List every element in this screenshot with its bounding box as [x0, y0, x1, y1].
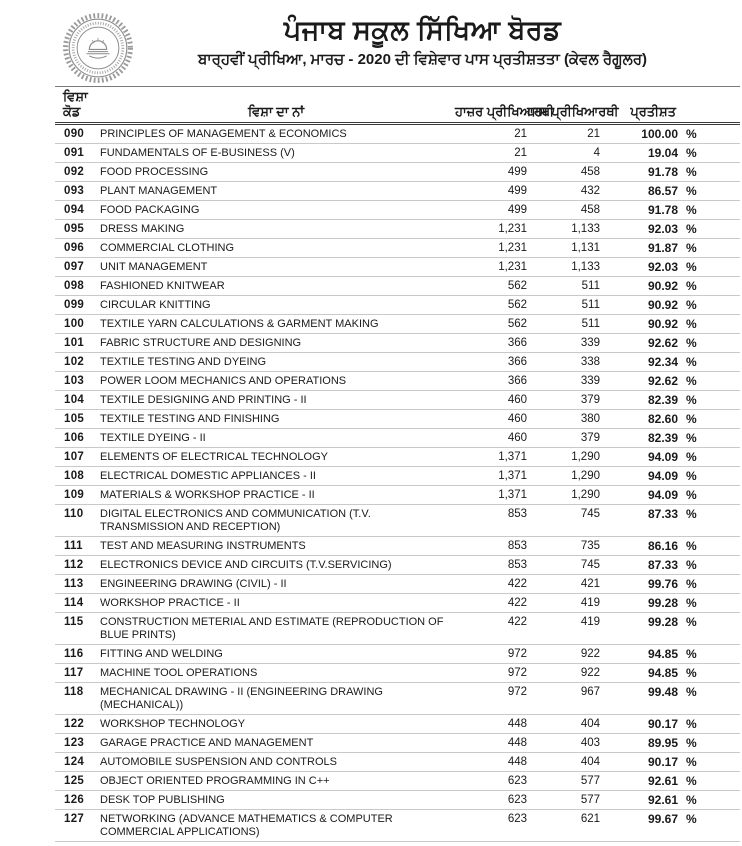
appeared-count-cell: 623 — [507, 775, 527, 787]
passed-count-cell: 1,133 — [571, 223, 600, 235]
subject-name-cell: FOOD PACKAGING — [100, 204, 200, 216]
pass-percentage-cell: 92.03 — [647, 222, 678, 236]
percent-sign: % — [686, 260, 697, 274]
appeared-count-cell: 21 — [514, 128, 527, 140]
subject-name-cell: ENGINEERING DRAWING (CIVIL) - II — [100, 578, 287, 590]
pass-percentage-cell: 92.61 — [647, 774, 678, 788]
appeared-count-cell: 623 — [507, 794, 527, 806]
passed-count-cell: 1,131 — [571, 242, 600, 254]
subject-code-cell: 127 — [64, 813, 85, 825]
subject-name-cell: PRINCIPLES OF MANAGEMENT & ECONOMICS — [100, 128, 347, 140]
percent-sign: % — [686, 355, 697, 369]
pass-percentage-cell: 86.16 — [647, 539, 678, 553]
subject-name-cell: WORKSHOP TECHNOLOGY — [100, 718, 246, 730]
subject-name-cell: FOOD PROCESSING — [100, 166, 209, 178]
col-header-subject-code: ਵਿਸ਼ਾ ਕੋਡ — [63, 89, 88, 119]
percent-sign: % — [686, 184, 697, 198]
pass-percentage-cell: 94.09 — [647, 488, 678, 502]
subject-name-cell: FASHIONED KNITWEAR — [100, 280, 225, 292]
subject-name-cell: TEST AND MEASURING INSTRUMENTS — [100, 540, 306, 552]
percent-sign: % — [686, 755, 697, 769]
passed-count-cell: 338 — [580, 356, 600, 368]
percent-sign: % — [686, 685, 697, 699]
appeared-count-cell: 422 — [507, 597, 527, 609]
pass-percentage-cell: 82.60 — [647, 412, 678, 426]
subject-name-cell: CIRCULAR KNITTING — [100, 299, 211, 311]
subject-name-cell: TEXTILE TESTING AND FINISHING — [100, 413, 280, 425]
subject-code-cell: 101 — [64, 337, 85, 349]
pass-percentage-cell: 94.09 — [647, 469, 678, 483]
appeared-count-cell: 499 — [507, 166, 527, 178]
passed-count-cell: 404 — [580, 718, 600, 730]
passed-count-cell: 735 — [580, 540, 600, 552]
table-row — [55, 594, 740, 613]
percent-sign: % — [686, 374, 697, 388]
subject-code-cell: 113 — [64, 578, 84, 590]
table-row — [55, 448, 740, 467]
subject-name-cell: MECHANICAL DRAWING - II (ENGINEERING DRAWING (MECHANICAL)) — [100, 686, 383, 711]
subject-name-cell: UNIT MANAGEMENT — [100, 261, 208, 273]
page-header — [55, 0, 740, 86]
table-row — [55, 772, 740, 791]
pass-percentage-cell: 87.33 — [647, 558, 678, 572]
passed-count-cell: 380 — [580, 413, 600, 425]
passed-count-cell: 511 — [581, 299, 600, 311]
subject-name-cell: COMMERCIAL CLOTHING — [100, 242, 235, 254]
passed-count-cell: 339 — [580, 375, 600, 387]
subject-code-cell: 096 — [64, 242, 85, 254]
passed-count-cell: 577 — [580, 775, 600, 787]
appeared-count-cell: 499 — [507, 185, 527, 197]
passed-count-cell: 379 — [580, 394, 600, 406]
table-row — [55, 372, 740, 391]
table-row — [55, 220, 740, 239]
table-row — [55, 353, 740, 372]
passed-count-cell: 419 — [580, 597, 600, 609]
pass-percentage-cell: 90.92 — [647, 279, 678, 293]
subject-name-cell: GARAGE PRACTICE AND MANAGEMENT — [100, 737, 314, 749]
table-row — [55, 296, 740, 315]
pass-percentage-cell: 99.76 — [647, 577, 678, 591]
col-header-appeared: ਹਾਜ਼ਰ ਪ੍ਰੀਖਿਆਰਥੀ — [455, 104, 554, 119]
pass-percentage-cell: 90.17 — [647, 717, 678, 731]
appeared-count-cell: 366 — [507, 375, 527, 387]
subject-name-cell: TEXTILE YARN CALCULATIONS & GARMENT MAKING — [100, 318, 379, 330]
table-row — [55, 664, 740, 683]
pass-percentage-cell: 92.61 — [647, 793, 678, 807]
table-row — [55, 315, 740, 334]
percent-sign: % — [686, 558, 697, 572]
subject-code-cell: 109 — [64, 489, 85, 501]
subject-code-cell: 094 — [64, 204, 85, 216]
subject-name-cell: PLANT MANAGEMENT — [100, 185, 218, 197]
subject-name-cell: TEXTILE DESIGNING AND PRINTING - II — [100, 394, 307, 406]
pass-percentage-cell: 90.92 — [647, 298, 678, 312]
percent-sign: % — [686, 812, 697, 826]
passed-count-cell: 1,290 — [571, 451, 600, 463]
table-row — [55, 715, 740, 734]
percent-sign: % — [686, 666, 697, 680]
appeared-count-cell: 1,231 — [498, 242, 527, 254]
pass-percentage-cell: 87.33 — [647, 507, 678, 521]
pass-percentage-cell: 82.39 — [647, 431, 678, 445]
subject-code-cell: 116 — [64, 648, 84, 660]
subject-code-cell: 099 — [64, 299, 85, 311]
passed-count-cell: 511 — [581, 318, 600, 330]
appeared-count-cell: 422 — [507, 616, 527, 628]
appeared-count-cell: 853 — [507, 540, 527, 552]
subject-name-cell: DRESS MAKING — [100, 223, 185, 235]
passed-count-cell: 1,133 — [571, 261, 600, 273]
passed-count-cell: 421 — [580, 578, 600, 590]
subject-name-cell: MACHINE TOOL OPERATIONS — [100, 667, 258, 679]
subject-name-cell: MATERIALS & WORKSHOP PRACTICE - II — [100, 489, 315, 501]
subject-code-cell: 098 — [64, 280, 85, 292]
percent-sign: % — [686, 393, 697, 407]
pass-percentage-cell: 86.57 — [647, 184, 678, 198]
subject-code-cell: 091 — [64, 147, 85, 159]
subject-code-cell: 111 — [64, 540, 83, 552]
subject-name-cell: OBJECT ORIENTED PROGRAMMING IN C++ — [100, 775, 330, 787]
percent-sign: % — [686, 596, 697, 610]
pass-percentage-cell: 94.85 — [647, 647, 678, 661]
percent-sign: % — [686, 298, 697, 312]
subject-name-cell: ELECTRICAL DOMESTIC APPLIANCES - II — [100, 470, 316, 482]
subject-code-cell: 090 — [64, 128, 85, 140]
table-row — [55, 201, 740, 220]
col-header-percentage: ਪ੍ਰਤੀਸ਼ਤ — [630, 104, 676, 119]
col-header-passed: ਪਾਸ ਪ੍ਰੀਖਿਆਰਥੀ — [527, 104, 619, 119]
subject-name-cell: ELEMENTS OF ELECTRICAL TECHNOLOGY — [100, 451, 328, 463]
table-row — [55, 391, 740, 410]
passed-count-cell: 1,290 — [571, 489, 600, 501]
percent-sign: % — [686, 127, 697, 141]
subject-code-cell: 102 — [64, 356, 85, 368]
subject-code-cell: 110 — [64, 508, 84, 520]
subject-code-cell: 100 — [64, 318, 85, 330]
pseb-seal-icon — [62, 12, 134, 84]
appeared-count-cell: 499 — [507, 204, 527, 216]
appeared-count-cell: 562 — [507, 318, 527, 330]
table-row — [55, 810, 740, 842]
percent-sign: % — [686, 431, 697, 445]
table-row — [55, 239, 740, 258]
subject-code-cell: 112 — [64, 559, 84, 571]
table-row — [55, 734, 740, 753]
subject-code-cell: 092 — [64, 166, 85, 178]
table-row — [55, 410, 740, 429]
percent-sign: % — [686, 241, 697, 255]
subject-code-cell: 124 — [64, 756, 85, 768]
appeared-count-cell: 1,231 — [498, 261, 527, 273]
percent-sign: % — [686, 317, 697, 331]
table-header-row — [55, 86, 740, 125]
passed-count-cell: 511 — [581, 280, 600, 292]
table-row — [55, 537, 740, 556]
table-row — [55, 486, 740, 505]
percent-sign: % — [686, 577, 697, 591]
table-row — [55, 753, 740, 772]
percent-sign: % — [686, 488, 697, 502]
passed-count-cell: 745 — [580, 559, 600, 571]
passed-count-cell: 339 — [580, 337, 600, 349]
appeared-count-cell: 1,371 — [498, 489, 527, 501]
results-table — [55, 86, 740, 842]
passed-count-cell: 922 — [580, 648, 600, 660]
pass-percentage-cell: 90.92 — [647, 317, 678, 331]
pass-percentage-cell: 91.87 — [647, 241, 678, 255]
subject-code-cell: 105 — [64, 413, 85, 425]
subject-name-cell: FABRIC STRUCTURE AND DESIGNING — [100, 337, 302, 349]
subject-code-cell: 097 — [64, 261, 85, 273]
subject-code-cell: 103 — [64, 375, 85, 387]
percent-sign: % — [686, 412, 697, 426]
passed-count-cell: 419 — [580, 616, 600, 628]
appeared-count-cell: 562 — [507, 299, 527, 311]
passed-count-cell: 621 — [580, 813, 600, 825]
percent-sign: % — [686, 717, 697, 731]
appeared-count-cell: 460 — [507, 432, 527, 444]
table-row — [55, 182, 740, 201]
percent-sign: % — [686, 736, 697, 750]
table-row — [55, 277, 740, 296]
table-row — [55, 575, 740, 594]
subject-name-cell: DIGITAL ELECTRONICS AND COMMUNICATION (T.V. TRANSMISSION AND RECEPTION) — [100, 508, 371, 533]
table-body — [55, 125, 740, 842]
pass-percentage-cell: 92.03 — [647, 260, 678, 274]
pass-percentage-cell: 99.67 — [647, 812, 678, 826]
table-row — [55, 556, 740, 575]
table-row — [55, 125, 740, 144]
appeared-count-cell: 623 — [507, 813, 527, 825]
subject-name-cell: TEXTILE TESTING AND DYEING — [100, 356, 267, 368]
subject-name-cell: ELECTRONICS DEVICE AND CIRCUITS (T.V.SERVICING) — [100, 559, 392, 571]
percent-sign: % — [686, 165, 697, 179]
subject-name-cell: CONSTRUCTION METERIAL AND ESTIMATE (REPRODUCTION OF BLUE PRINTS) — [100, 616, 444, 641]
appeared-count-cell: 422 — [507, 578, 527, 590]
pass-percentage-cell: 91.78 — [647, 165, 678, 179]
table-row — [55, 613, 740, 645]
passed-count-cell: 458 — [580, 204, 600, 216]
pass-percentage-cell: 82.39 — [647, 393, 678, 407]
appeared-count-cell: 448 — [507, 737, 527, 749]
percent-sign: % — [686, 469, 697, 483]
appeared-count-cell: 21 — [514, 147, 527, 159]
percent-sign: % — [686, 615, 697, 629]
page-subtitle: ਬਾਰ੍ਹਵੀਂ ਪ੍ਰੀਖਿਆ, ਮਾਰਚ - 2020 ਦੀ ਵਿਸ਼ੇਵਾਰ ਪਾਸ ਪ੍ਰਤੀਸ਼ਤਤਾ (ਕੇਵਲ ਰੈਗੂਲਰ) — [197, 51, 648, 68]
pass-percentage-cell: 94.85 — [647, 666, 678, 680]
pass-percentage-cell: 92.34 — [647, 355, 678, 369]
percent-sign: % — [686, 774, 697, 788]
percent-sign: % — [686, 222, 697, 236]
subject-name-cell: AUTOMOBILE SUSPENSION AND CONTROLS — [100, 756, 337, 768]
percent-sign: % — [686, 647, 697, 661]
subject-name-cell: FITTING AND WELDING — [100, 648, 223, 660]
table-row — [55, 467, 740, 486]
appeared-count-cell: 562 — [507, 280, 527, 292]
passed-count-cell: 1,290 — [571, 470, 600, 482]
subject-code-cell: 115 — [64, 616, 84, 628]
passed-count-cell: 379 — [580, 432, 600, 444]
subject-code-cell: 117 — [64, 667, 84, 679]
appeared-count-cell: 460 — [507, 413, 527, 425]
passed-count-cell: 403 — [580, 737, 600, 749]
title-block — [55, 0, 740, 69]
passed-count-cell: 4 — [593, 147, 600, 159]
passed-count-cell: 922 — [580, 667, 600, 679]
table-row — [55, 144, 740, 163]
pass-percentage-cell: 99.28 — [647, 615, 678, 629]
pass-percentage-cell: 19.04 — [647, 146, 678, 160]
table-row — [55, 429, 740, 448]
pass-percentage-cell: 89.95 — [647, 736, 678, 750]
percent-sign: % — [686, 793, 697, 807]
percent-sign: % — [686, 146, 697, 160]
subject-code-cell: 123 — [64, 737, 85, 749]
appeared-count-cell: 1,371 — [498, 451, 527, 463]
passed-count-cell: 745 — [580, 508, 600, 520]
table-row — [55, 645, 740, 664]
appeared-count-cell: 460 — [507, 394, 527, 406]
table-row — [55, 791, 740, 810]
subject-name-cell: NETWORKING (ADVANCE MATHEMATICS & COMPUTER COMMERCIAL APPLICATIONS) — [100, 813, 393, 838]
passed-count-cell: 432 — [580, 185, 600, 197]
appeared-count-cell: 972 — [507, 667, 527, 679]
appeared-count-cell: 448 — [507, 718, 527, 730]
table-row — [55, 505, 740, 537]
subject-name-cell: FUNDAMENTALS OF E-BUSINESS (V) — [100, 147, 295, 159]
appeared-count-cell: 366 — [507, 337, 527, 349]
subject-code-cell: 106 — [64, 432, 85, 444]
subject-name-cell: DESK TOP PUBLISHING — [100, 794, 225, 806]
pass-percentage-cell: 92.62 — [647, 374, 678, 388]
percent-sign: % — [686, 336, 697, 350]
percent-sign: % — [686, 203, 697, 217]
table-row — [55, 683, 740, 715]
appeared-count-cell: 853 — [507, 559, 527, 571]
passed-count-cell: 21 — [587, 128, 600, 140]
subject-code-cell: 114 — [64, 597, 84, 609]
percent-sign: % — [686, 450, 697, 464]
subject-code-cell: 126 — [64, 794, 85, 806]
pass-percentage-cell: 94.09 — [647, 450, 678, 464]
subject-code-cell: 104 — [64, 394, 85, 406]
appeared-count-cell: 972 — [507, 686, 527, 698]
percent-sign: % — [686, 539, 697, 553]
appeared-count-cell: 1,371 — [498, 470, 527, 482]
pass-percentage-cell: 99.28 — [647, 596, 678, 610]
table-row — [55, 334, 740, 353]
subject-code-cell: 095 — [64, 223, 85, 235]
pass-percentage-cell: 90.17 — [647, 755, 678, 769]
subject-code-cell: 107 — [64, 451, 85, 463]
table-row — [55, 258, 740, 277]
page-title: ਪੰਜਾਬ ਸਕੂਲ ਸਿੱਖਿਆ ਬੋਰਡ — [283, 15, 562, 45]
table-row — [55, 163, 740, 182]
subject-code-cell: 125 — [64, 775, 85, 787]
percent-sign: % — [686, 507, 697, 521]
subject-name-cell: WORKSHOP PRACTICE - II — [100, 597, 240, 609]
passed-count-cell: 967 — [580, 686, 600, 698]
passed-count-cell: 458 — [580, 166, 600, 178]
pass-percentage-cell: 100.00 — [641, 127, 678, 141]
subject-code-cell: 093 — [64, 185, 85, 197]
subject-code-cell: 122 — [64, 718, 85, 730]
appeared-count-cell: 448 — [507, 756, 527, 768]
passed-count-cell: 404 — [580, 756, 600, 768]
percent-sign: % — [686, 279, 697, 293]
subject-code-cell: 118 — [64, 686, 84, 698]
subject-name-cell: POWER LOOM MECHANICS AND OPERATIONS — [100, 375, 347, 387]
appeared-count-cell: 853 — [507, 508, 527, 520]
appeared-count-cell: 366 — [507, 356, 527, 368]
pass-percentage-cell: 99.48 — [647, 685, 678, 699]
passed-count-cell: 577 — [580, 794, 600, 806]
subject-code-cell: 108 — [64, 470, 85, 482]
subject-name-cell: TEXTILE DYEING - II — [100, 432, 206, 444]
col-header-subject-name: ਵਿਸ਼ਾ ਦਾ ਨਾਂ — [247, 104, 305, 119]
pass-percentage-cell: 91.78 — [647, 203, 678, 217]
appeared-count-cell: 972 — [507, 648, 527, 660]
pass-percentage-cell: 92.62 — [647, 336, 678, 350]
appeared-count-cell: 1,231 — [498, 223, 527, 235]
